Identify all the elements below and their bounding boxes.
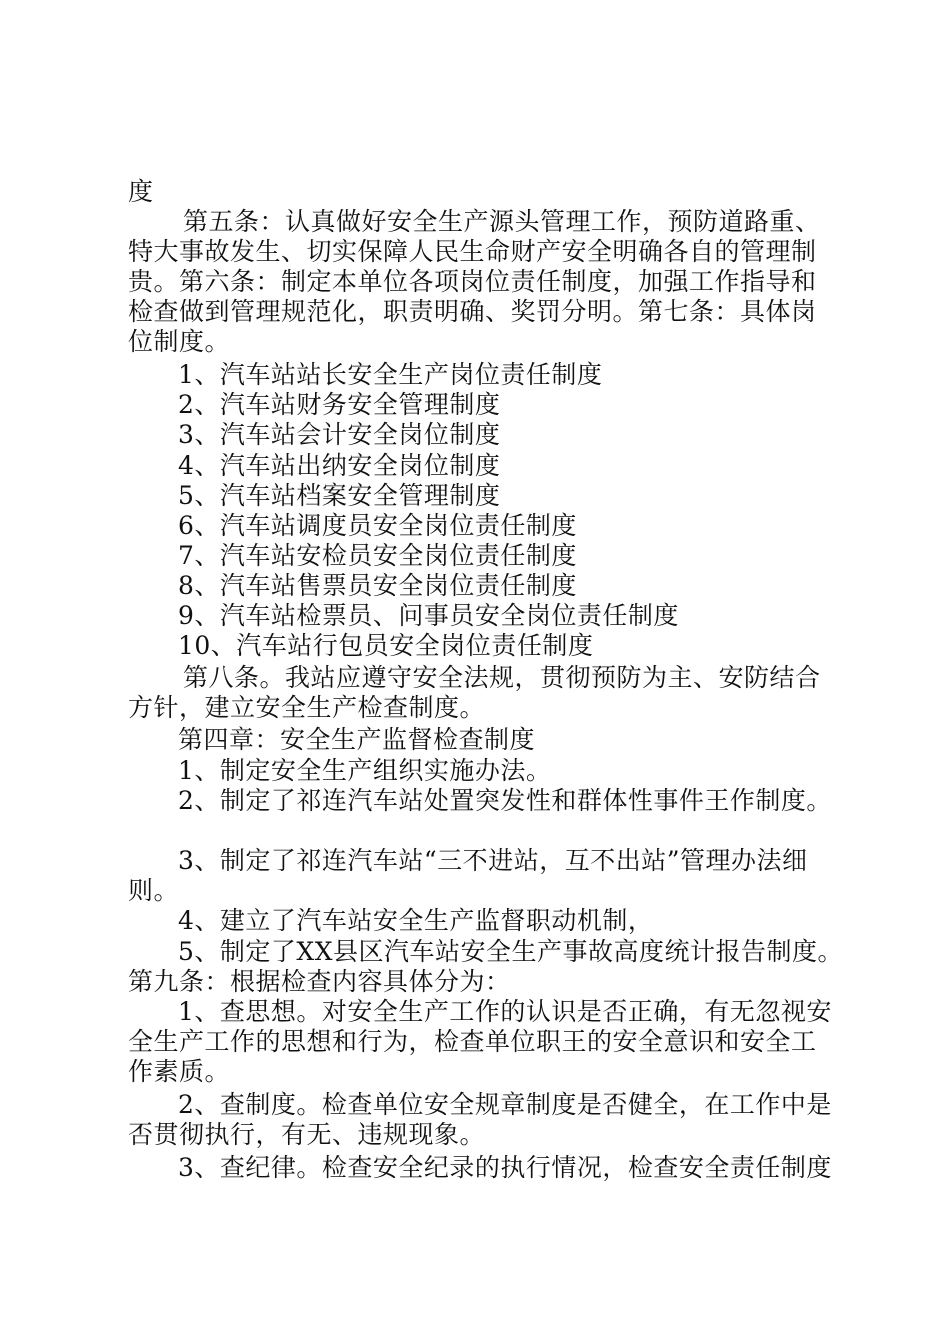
text-line: 度 [128,177,154,206]
list-item: 3、汽车站会计安全岗位制度 [178,420,501,449]
list-item: 1、制定安全生产组织实施办法。 [178,756,552,785]
text-line: 第九条：根据检查内容具体分为： [128,967,511,996]
text-line: 检查做到管理规范化，职责明确、奖罚分明。第七条：具体岗 [128,297,817,326]
text-line: 否贯彻执行，有无、违规现象。 [128,1120,486,1149]
text-line: 则。 [128,876,180,905]
chapter-heading: 第四章：安全生产监督检查制度 [178,725,536,754]
list-item: 10、汽车站行包员安全岗位责任制度 [178,631,594,660]
text-line: 作素质。 [128,1057,231,1086]
list-item: 9、汽车站检票员、问事员安全岗位责任制度 [178,601,679,630]
text-line: 全生产工作的思想和行为，检查单位职王的安全意识和安全工 [128,1027,817,1056]
list-item: 7、汽车站安检员安全岗位责任制度 [178,541,577,570]
text-line: 特大事故发生、切实保障人民生命财产安全明确各自的管理制 [128,237,817,266]
list-item: 5、汽车站档案安全管理制度 [178,481,501,510]
list-item: 6、汽车站调度员安全岗位责任制度 [178,511,577,540]
text-line: 位制度。 [128,327,231,356]
list-item: 2、汽车站财务安全管理制度 [178,390,501,419]
list-item: 4、汽车站出纳安全岗位制度 [178,451,501,480]
list-item: 4、建立了汽车站安全生产监督职动机制， [178,906,654,935]
list-item: 1、查思想。对安全生产工作的认识是否正确，有无忽视安 [178,997,832,1026]
text-line: 方针，建立安全生产检查制度。 [128,693,486,722]
list-item: 3、查纪律。检查安全纪录的执行情况，检查安全责任制度 [178,1153,832,1182]
list-item: 1、汽车站站长安全生产岗位责任制度 [178,360,603,389]
list-item: 3、制定了祁连汽车站“三不进站，互不出站”管理办法细 [178,846,808,875]
list-item: 5、制定了XX县区汽车站安全生产事故高度统计报告制度。 [178,937,844,966]
text-line: 第八条。我站应遵守安全法规，贯彻预防为主、安防结合 [183,663,821,692]
list-item: 2、制定了祁连汽车站处置突发性和群体性事件王作制度。 [178,786,832,815]
text-line: 贵。第六条：制定本单位各项岗位责任制度，加强工作指导和 [128,267,817,296]
list-item: 2、查制度。检查单位安全规章制度是否健全，在工作中是 [178,1090,832,1119]
list-item: 8、汽车站售票员安全岗位责任制度 [178,571,577,600]
text-line: 第五条：认真做好安全生产源头管理工作，预防道路重、 [183,207,821,236]
